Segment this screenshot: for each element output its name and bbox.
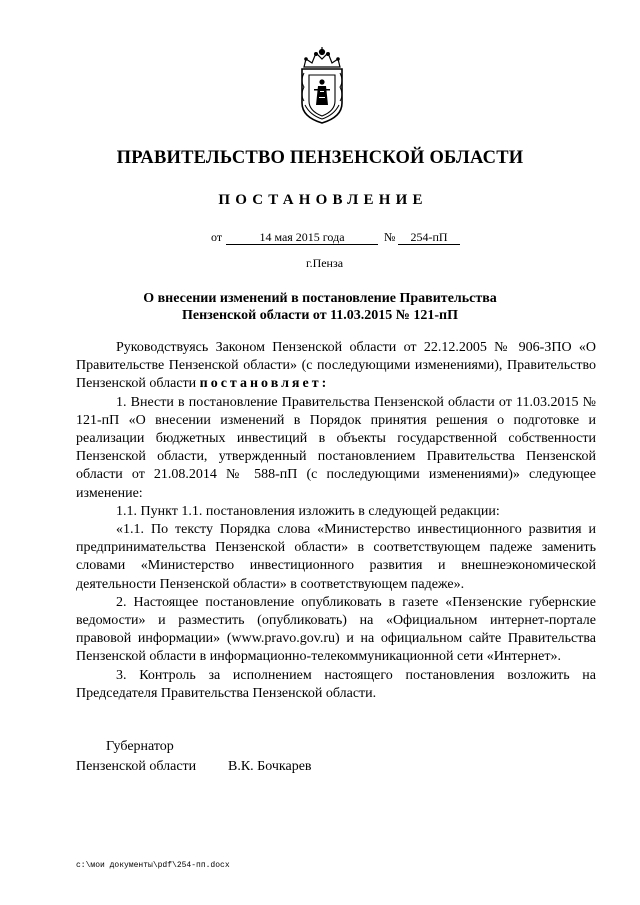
city: г.Пенза bbox=[306, 256, 344, 270]
signer-name: В.К. Бочкарев bbox=[228, 759, 312, 774]
signer-position-line-1: Губернатор bbox=[106, 739, 174, 754]
signature-block bbox=[76, 737, 312, 777]
paragraph-1-1: 1.1. Пункт 1.1. постановления изложить в следующей редакции: bbox=[116, 503, 500, 519]
subject-line-2: Пензенской области от 11.03.2015 № 121-пП bbox=[181, 308, 458, 323]
paragraph-2: 2. Настоящее постановление опубликовать в газете «Пензенские губернские ведомости» и разместить (опубликовать) на «Официальном интернет-портале правовой информации» (www.pravo.gov.ru) и на официальном сайте Правительства Пензенской области в информационно-телекоммуникационной сети «Интернет». bbox=[76, 594, 596, 665]
document-date: 14 мая 2015 года bbox=[226, 230, 378, 245]
number-sign: № bbox=[384, 230, 396, 244]
document-body bbox=[76, 339, 596, 703]
date-prefix: от bbox=[211, 230, 223, 244]
paragraph-1: 1. Внести в постановление Правительства Пензенской области от 11.03.2015 № 121-пП «О внесении изменений в Порядок принятия решения о подготовке и реализации бюджетных инвестиций в объекты государственной собственности Пензенской области, утвержденный постановлением Правительства Пензенской области от 21.08.2014 № 588-пП (с последующими изменениями)» следующее изменение: bbox=[76, 394, 596, 501]
crown-icon bbox=[304, 47, 340, 67]
document-subject bbox=[0, 290, 640, 324]
paragraph-quote: «1.1. По тексту Порядка слова «Министерство инвестиционного развития и предпринимательства Пензенской области» в соответствующем падеже заменить словами «Министерство инвестиционного развития и внешнеэкономической деятельности Пензенской области» в соответствующем падеже». bbox=[76, 522, 596, 592]
document-type: ПОСТАНОВЛЕНИЕ bbox=[218, 192, 428, 208]
preamble-emphasis: постановляет: bbox=[199, 376, 330, 392]
coat-of-arms-icon bbox=[294, 47, 350, 125]
preamble-text: Руководствуясь Законом Пензенской области от 22.12.2005 № 906-ЗПО «О Правительстве Пензенской области» (с последующими изменениями), Правительство Пензенской области bbox=[76, 340, 596, 392]
paragraph-3: 3. Контроль за исполнением настоящего постановления возложить на Председателя Правительства Пензенской области. bbox=[76, 667, 596, 701]
organization-title: ПРАВИТЕЛЬСТВО ПЕНЗЕНСКОЙ ОБЛАСТИ bbox=[116, 148, 524, 168]
subject-line-1: О внесении изменений в постановление Правительства bbox=[143, 291, 497, 306]
document-number: 254-пП bbox=[398, 230, 460, 245]
paragraph-preamble bbox=[76, 339, 596, 394]
file-path-footer: c:\мои документы\pdf\254-пп.docx bbox=[76, 861, 230, 870]
signer-position-line-2: Пензенской области bbox=[76, 759, 197, 774]
